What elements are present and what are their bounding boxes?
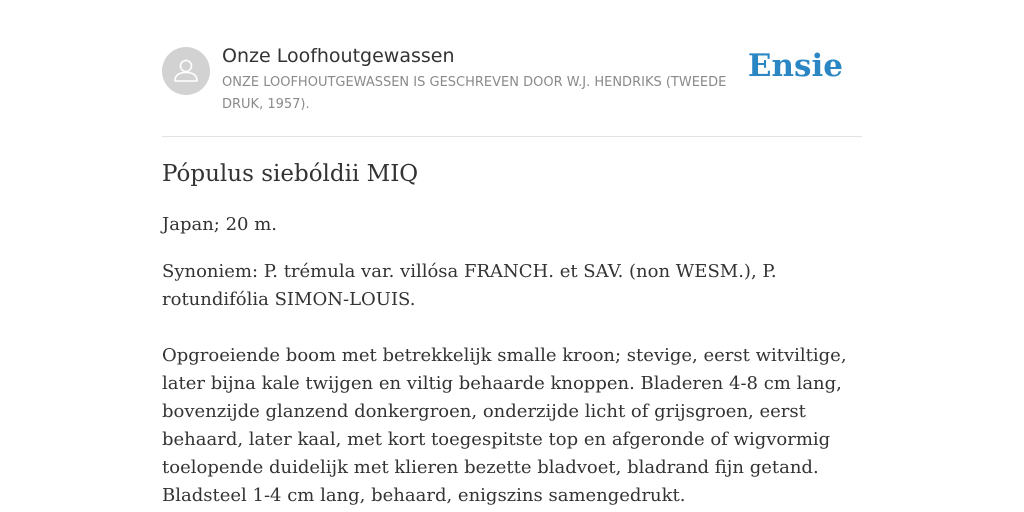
source-title[interactable]: Onze Loofhoutgewassen xyxy=(222,45,455,67)
entry-title: Pópulus siebóldii MIQ xyxy=(162,161,419,187)
user-icon xyxy=(162,47,210,95)
source-description: ONZE LOOFHOUTGEWASSEN IS GESCHREVEN DOOR W.J. HENDRIKS (TWEEDE DRUK, 1957). xyxy=(222,75,727,112)
entry-synonyms: Synoniem: P. trémula var. villósa FRANCH. et SAV. (non WESM.), P. rotundifólia SIMON-LOUIS. xyxy=(162,261,777,310)
source-header xyxy=(162,44,862,137)
avatar[interactable] xyxy=(162,47,210,95)
entry-description: Opgroeiende boom met betrekkelijk smalle kroon; stevige, eerst witviltige, later bijna kale twijgen en viltig behaarde knoppen. Bladeren 4-8 cm lang, bovenzijde glanzend donkergroen, onderzijde licht of grijsgroen, eerst behaard, later kaal, met kort toegespitste top en afgeronde of wigvormig toelopende duidelijk met klieren bezette bladvoet, bladrand fijn getand. Bladsteel 1-4 cm lang, behaard, enigszins samengedrukt. xyxy=(162,345,847,506)
entry-region: Japan; 20 m. xyxy=(162,214,277,235)
ensie-logo[interactable]: Ensie xyxy=(747,48,843,84)
entry-content xyxy=(162,157,862,510)
